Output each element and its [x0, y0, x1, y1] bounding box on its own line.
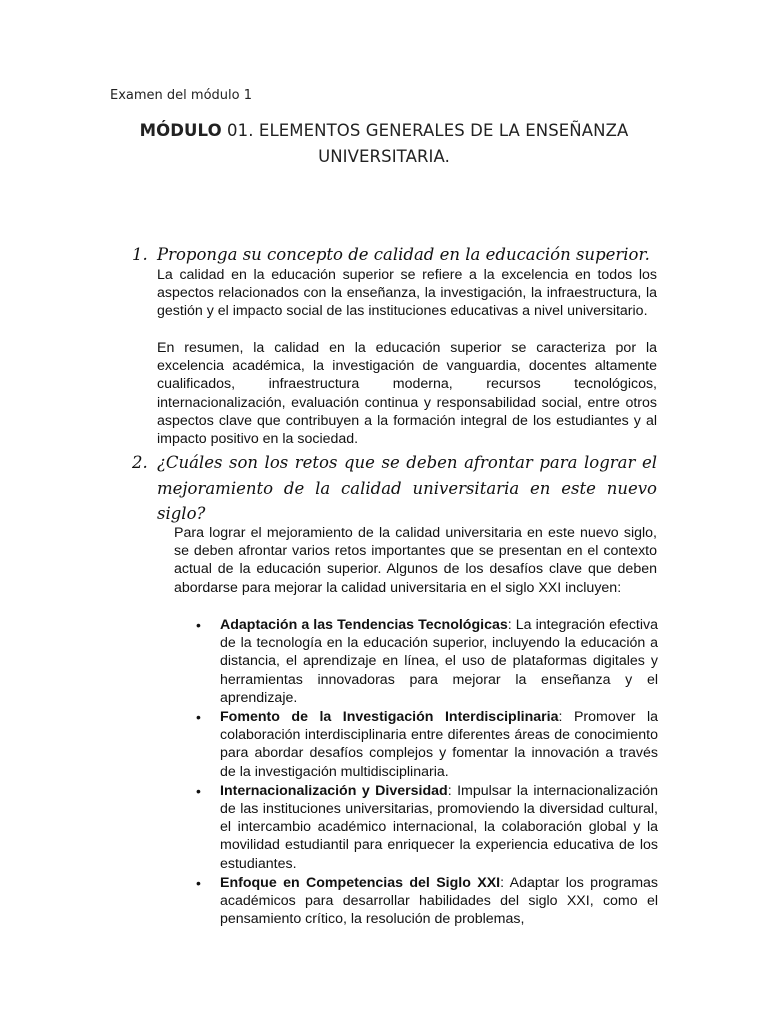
question-text: Proponga su concepto de calidad en la educación superior.	[157, 245, 650, 264]
list-item	[196, 874, 658, 929]
list-item	[196, 616, 658, 707]
module-title-rest: 01. ELEMENTOS GENERALES DE LA ENSEÑANZA	[221, 121, 629, 140]
answer-paragraph: Para lograr el mejoramiento de la calidad universitaria en este nuevo siglo, se deben afrontar varios retos importantes que se presentan en el contexto actual de la educación superior. Algunos de los desafíos clave que deben abordarse para mejorar la calidad universitaria en el siglo XXI incluyen:	[174, 525, 657, 596]
list-item	[196, 708, 658, 781]
list-item-title: Fomento de la Investigación Interdisciplinaria	[220, 709, 559, 726]
list-item-title: Internacionalización y Diversidad	[220, 782, 448, 799]
challenges-list	[196, 616, 658, 929]
list-item-body: : Promover la colaboración interdisciplinaria entre diferentes áreas de conocimiento para abordar desafíos complejos y fomentar la innovación a través de la investigación multidisciplinaria.	[220, 709, 658, 780]
answer-paragraph: La calidad en la educación superior se refiere a la excelencia en todos los aspectos relacionados con la enseñanza, la investigación, la infraestructura, la gestión y el impacto social de las instituciones educativas a nivel universitario.	[157, 267, 657, 320]
module-title-line2: UNIVERSITARIA.	[318, 147, 450, 166]
question-text: ¿Cuáles son los retos que se deben afrontar para lograr el mejoramiento de la calidad universitaria en este nuevo siglo?	[157, 453, 657, 523]
answer-paragraph: En resumen, la calidad en la educación superior se caracteriza por la excelencia académica, la investigación de vanguardia, docentes altamente cualificados, infraestructura moderna, recursos tecnológicos, internacionalización, evaluación continua y responsabilidad social, entre otros aspectos clave que contribuyen a la formación integral de los estudiantes y al impacto positivo en la sociedad.	[157, 340, 657, 448]
question-number: 1.	[132, 245, 148, 264]
list-item-body: : La integración efectiva de la tecnología en la educación superior, incluyendo la educación a distancia, el aprendizaje en línea, el uso de plataformas digitales y herramientas innovadoras para mejorar la enseñanza y el aprendizaje.	[220, 617, 658, 706]
bullet-icon: •	[196, 617, 201, 633]
exam-header: Examen del módulo 1	[110, 88, 252, 103]
bullet-icon: •	[196, 874, 201, 891]
list-item-body: : Adaptar los programas académicos para desarrollar habilidades del siglo XXI, como el pensamiento crítico, la resolución de problemas,	[220, 874, 658, 928]
module-title-bold: MÓDULO	[139, 121, 222, 140]
bullet-icon: •	[196, 782, 201, 799]
bullet-icon: •	[196, 709, 201, 726]
list-item	[196, 782, 658, 873]
module-title	[110, 118, 658, 170]
list-item-body: : Impulsar la internacionalización de las instituciones universitarias, promoviendo la diversidad cultural, el intercambio académico internacional, la colaboración global y la movilidad estudiantil para enriquecer la experiencia educativa de los estudiantes.	[220, 782, 658, 872]
question-number: 2.	[132, 453, 148, 472]
list-item-title: Adaptación a las Tendencias Tecnológicas	[220, 617, 508, 633]
list-item-title: Enfoque en Competencias del Siglo XXI	[220, 874, 501, 891]
